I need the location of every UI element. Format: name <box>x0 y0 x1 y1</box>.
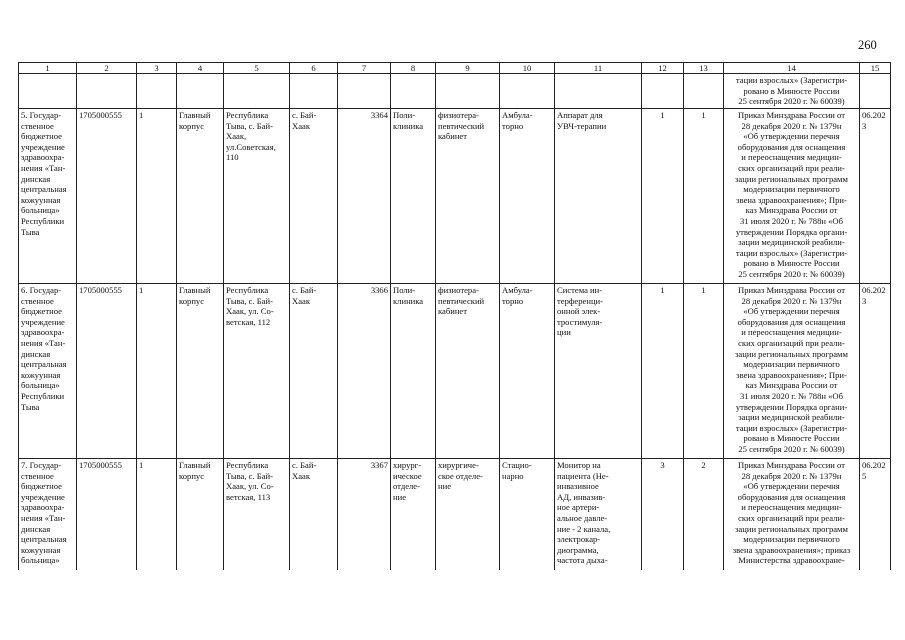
inn: 1705000555 <box>77 459 137 571</box>
header-col-5: 5 <box>224 63 290 74</box>
table-row <box>19 459 891 571</box>
continuation-row <box>19 74 891 109</box>
deadline: 06.2025 <box>860 459 891 571</box>
quantity-required: 1 <box>642 284 684 459</box>
page-number: 260 <box>858 38 877 52</box>
continuation-legal-basis: тации взрослых» (Зарегистри- ровано в Минюсте России 25 сентября 2020 г. № 60039) <box>724 74 860 109</box>
table-row <box>19 284 891 459</box>
column-number-header-row <box>19 63 891 74</box>
unit: хирург- ическое отделе- ние <box>391 459 436 571</box>
department: хирургиче- ское отделе- ние <box>436 459 500 571</box>
unit: Поли- клиника <box>391 284 436 459</box>
inn: 1705000555 <box>77 109 137 284</box>
care-condition: Амбула- торно <box>500 109 555 284</box>
header-col-14: 14 <box>724 63 860 74</box>
unit: Поли- клиника <box>391 109 436 284</box>
quantity-planned: 1 <box>684 109 724 284</box>
header-col-1: 1 <box>19 63 77 74</box>
header-col-13: 13 <box>684 63 724 74</box>
organization-name: 7. Государ- ственное бюджетное учреждение здравоохра- нения «Тан- динская центральная кожуунная больница» <box>19 459 77 571</box>
quantity-required: 1 <box>642 109 684 284</box>
address: Республика Тыва, с. Бай- Хаак, ул. Со- ветская, 112 <box>224 284 290 459</box>
organization-name: 5. Государ- ственное бюджетное учреждение здравоохра- нения «Тан- динская центральная кожуунная больница» Республики Тыва <box>19 109 77 284</box>
header-col-2: 2 <box>77 63 137 74</box>
equipment-name: Система ин- терференци- онной элек- тростимуля- ции <box>555 284 642 459</box>
building-count: 1 <box>137 459 177 571</box>
organization-name: 6. Государ- ственное бюджетное учреждение здравоохра- нения «Тан- динская центральная кожуунная больница» Республики Тыва <box>19 284 77 459</box>
care-condition: Стацио- нарно <box>500 459 555 571</box>
locality: с. Бай- Хаак <box>290 459 338 571</box>
quantity-required: 3 <box>642 459 684 571</box>
header-col-6: 6 <box>290 63 338 74</box>
care-condition: Амбула- торно <box>500 284 555 459</box>
header-col-15: 15 <box>860 63 891 74</box>
building-count: 1 <box>137 284 177 459</box>
header-col-9: 9 <box>436 63 500 74</box>
equipment-name: Монитор на пациента (Не- инвазивное АД, инвазив- ное артери- альное давле- ние - 2 канала, электрокар- диограмма, частота дыха- <box>555 459 642 571</box>
deadline: 06.2023 <box>860 109 891 284</box>
address: Республика Тыва, с. Бай- Хаак, ул. Со- ветская, 113 <box>224 459 290 571</box>
equipment-name: Аппарат для УВЧ-терапии <box>555 109 642 284</box>
building-name: Главный корпус <box>177 284 224 459</box>
header-col-3: 3 <box>137 63 177 74</box>
address: Республика Тыва, с. Бай- Хаак, ул.Советская, 110 <box>224 109 290 284</box>
equipment-table <box>18 62 891 570</box>
deadline: 06.2023 <box>860 284 891 459</box>
header-col-11: 11 <box>555 63 642 74</box>
header-col-10: 10 <box>500 63 555 74</box>
building-name: Главный корпус <box>177 109 224 284</box>
department: физиотера- певтический кабинет <box>436 284 500 459</box>
table-row <box>19 109 891 284</box>
building-name: Главный корпус <box>177 459 224 571</box>
department: физиотера- певтический кабинет <box>436 109 500 284</box>
header-col-12: 12 <box>642 63 684 74</box>
inn: 1705000555 <box>77 284 137 459</box>
locality: с. Бай- Хаак <box>290 284 338 459</box>
header-col-7: 7 <box>338 63 391 74</box>
code: 3364 <box>338 109 391 284</box>
header-col-8: 8 <box>391 63 436 74</box>
code: 3367 <box>338 459 391 571</box>
locality: с. Бай- Хаак <box>290 109 338 284</box>
code: 3366 <box>338 284 391 459</box>
legal-basis: Приказ Минздрава России от 28 декабря 2020 г. № 1379н «Об утверждении перечня оборудования для оснащения и переоснащения медицин- ских организаций при реали- зации региональных программ модернизации первичного звена здравоохранения»; При- каз Минздрава России от 31 июля 2020 г. № 788н «Об утверждении Порядка органи- зации медицинской реабили- тации взрослых» (Зарегистри- ровано в Минюсте России 25 сентября 2020 г. № 60039) <box>724 284 860 459</box>
quantity-planned: 1 <box>684 284 724 459</box>
quantity-planned: 2 <box>684 459 724 571</box>
legal-basis: Приказ Минздрава России от 28 декабря 2020 г. № 1379н «Об утверждении перечня оборудования для оснащения и переоснащения медицин- ских организаций при реали- зации региональных программ модернизации первичного звена здравоохранения»; приказ Министерства здравоохране- <box>724 459 860 571</box>
header-col-4: 4 <box>177 63 224 74</box>
building-count: 1 <box>137 109 177 284</box>
legal-basis: Приказ Минздрава России от 28 декабря 2020 г. № 1379н «Об утверждении перечня оборудования для оснащения и переоснащения медицин- ских организаций при реали- зации региональных программ модернизации первичного звена здравоохранения»; При- каз Минздрава России от 31 июля 2020 г. № 788н «Об утверждении Порядка органи- зации медицинской реабили- тации взрослых» (Зарегистри- ровано в Минюсте России 25 сентября 2020 г. № 60039) <box>724 109 860 284</box>
